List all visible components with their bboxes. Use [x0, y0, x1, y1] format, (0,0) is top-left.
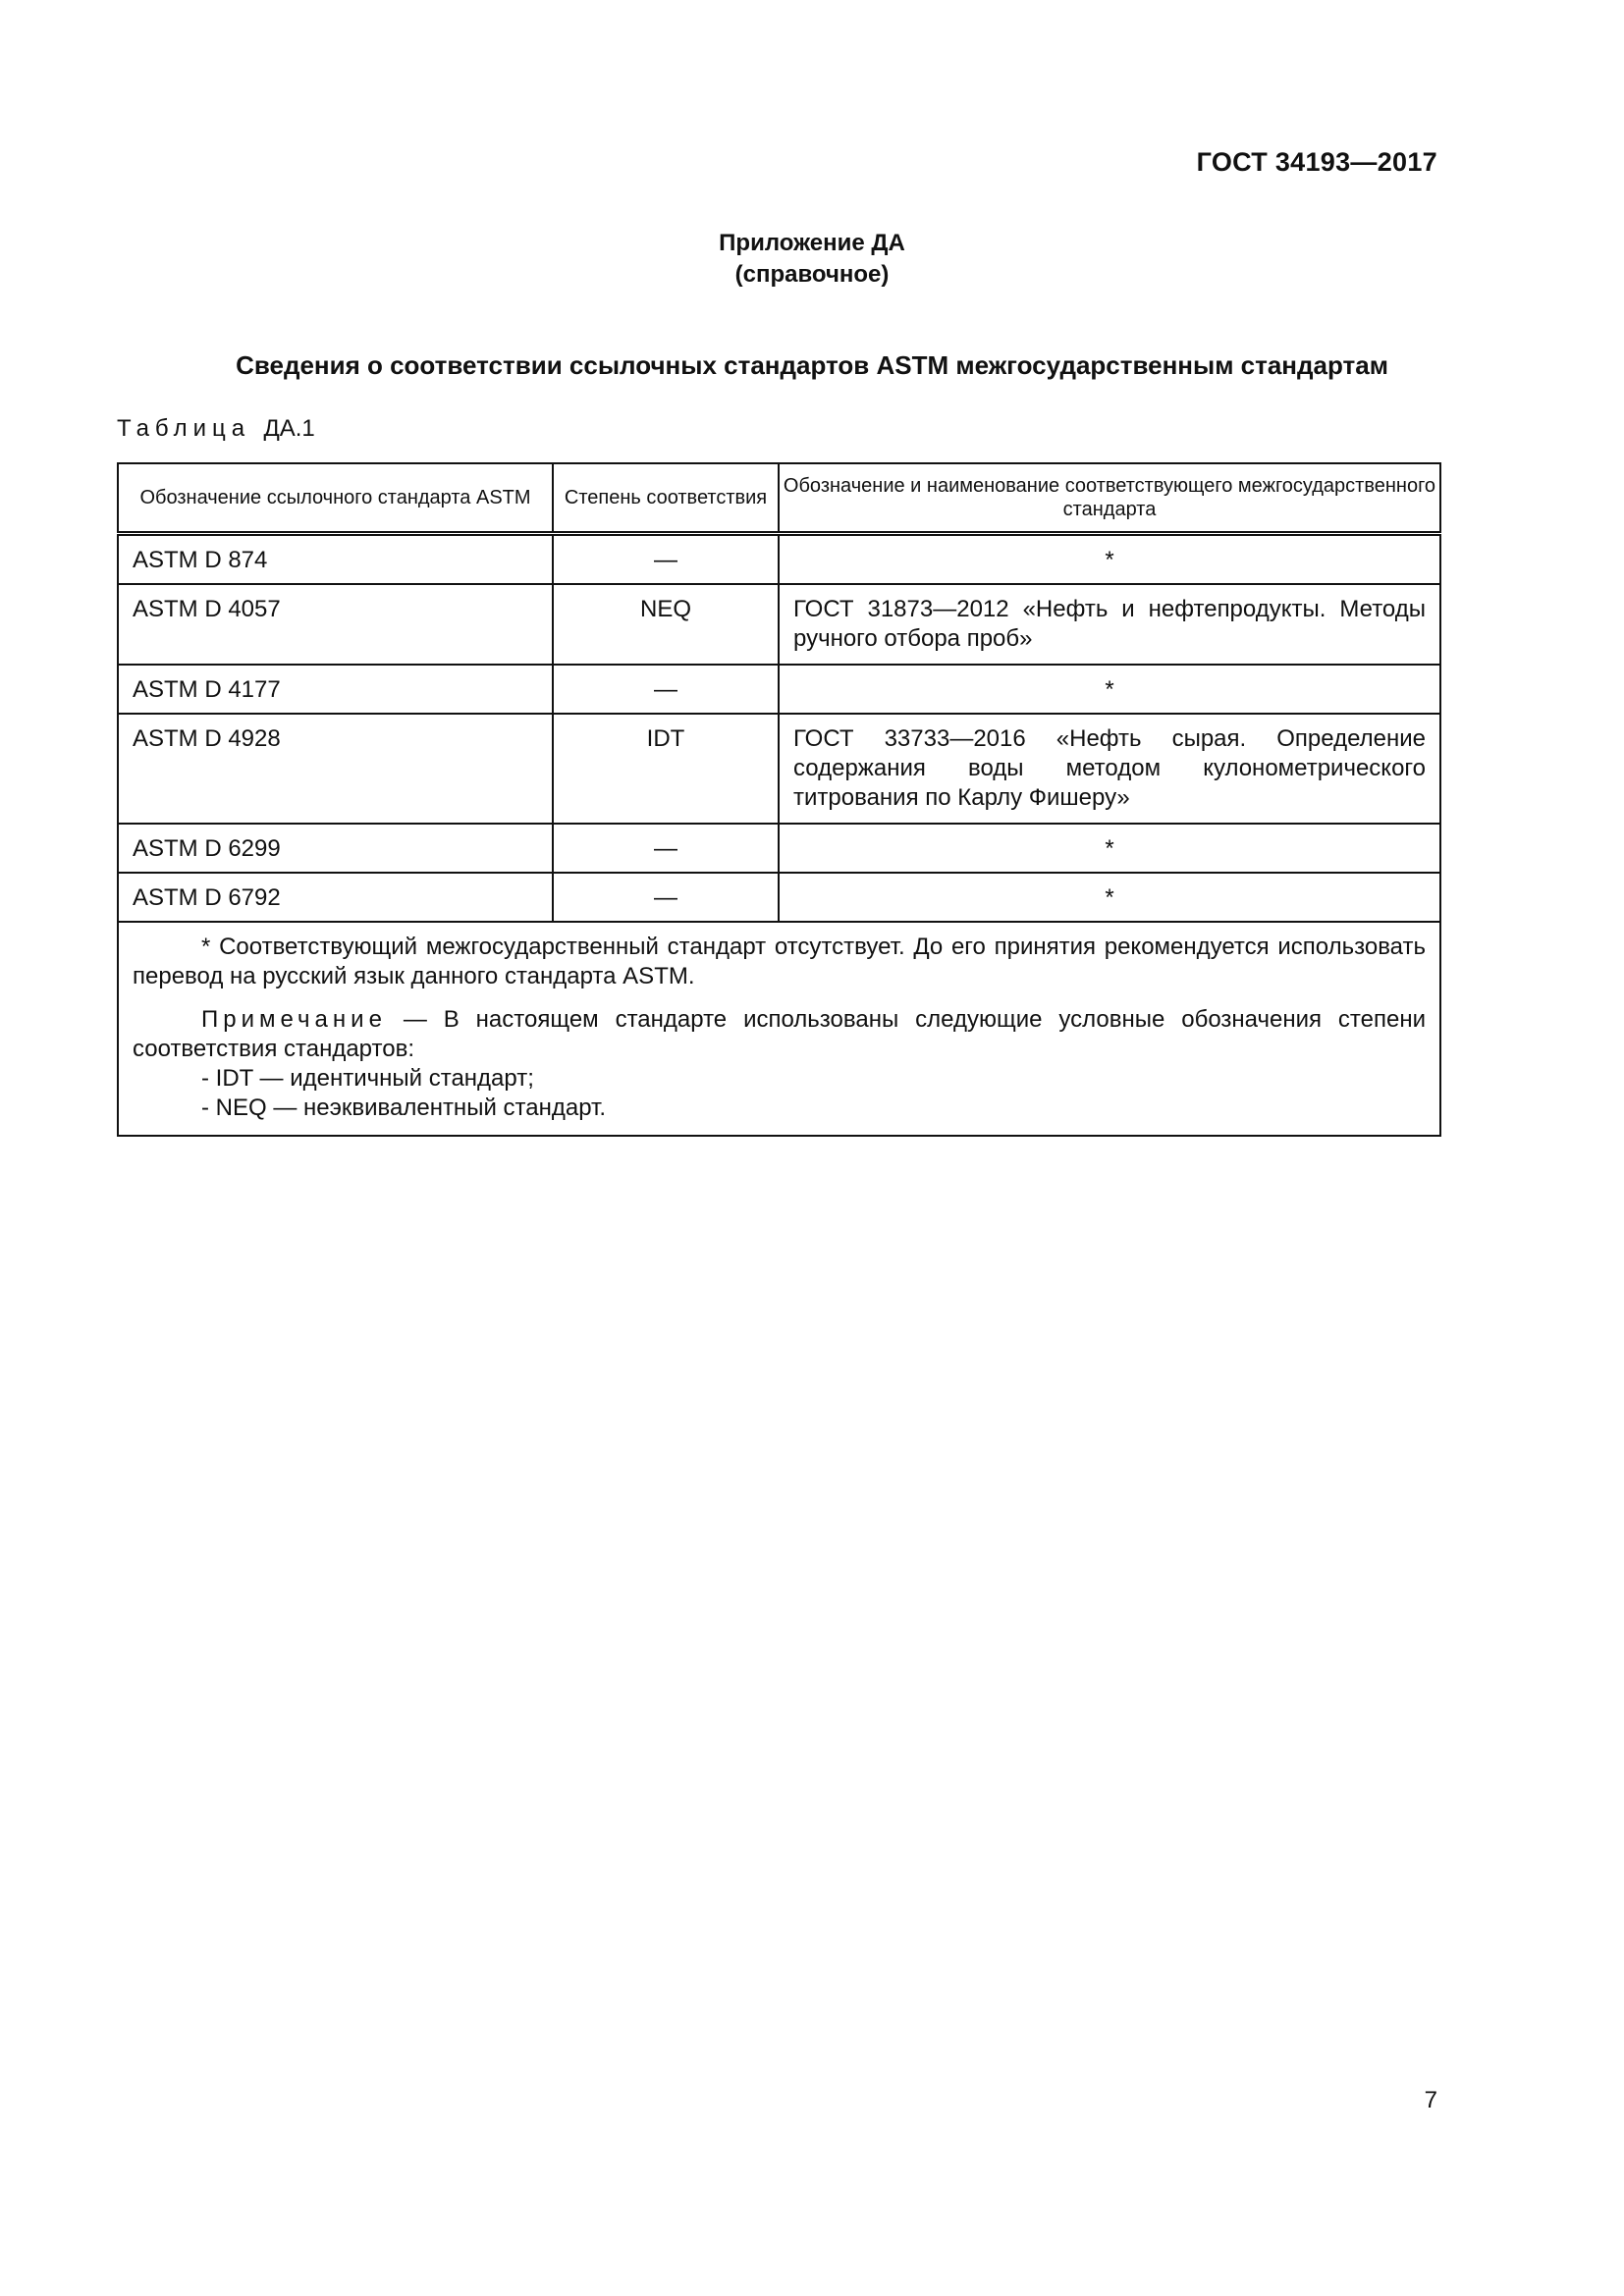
cell-interstate: *: [779, 873, 1440, 922]
cell-standard: ASTM D 4928: [118, 714, 553, 824]
annex-subtitle: (справочное): [734, 261, 890, 288]
correspondence-table: [117, 462, 1441, 1137]
cell-interstate: *: [779, 824, 1440, 873]
cell-degree: —: [553, 665, 779, 714]
table-row: [118, 873, 1440, 922]
table-header-row: [118, 463, 1440, 534]
table-row: [118, 824, 1440, 873]
cell-standard: ASTM D 4177: [118, 665, 553, 714]
table-row: [118, 534, 1440, 585]
cell-interstate: ГОСТ 31873—2012 «Нефть и нефтепродукты. Методы ручного отбора проб»: [779, 584, 1440, 665]
correspondence-table-container: [117, 462, 1439, 1137]
table-caption-number: ДА.1: [263, 415, 315, 442]
cell-standard: ASTM D 6299: [118, 824, 553, 873]
table-caption-label: Таблица: [117, 415, 251, 442]
document-code: ГОСТ 34193—2017: [1196, 147, 1437, 177]
header-astm-standard: Обозначение ссылочного стандарта ASTM: [118, 463, 553, 534]
note-label: Примечание: [201, 1006, 387, 1033]
cell-interstate: ГОСТ 33733—2016 «Нефть сырая. Определение содержания воды методом кулонометрического титрования по Карлу Фишеру»: [779, 714, 1440, 824]
cell-degree: —: [553, 824, 779, 873]
table-note: [133, 1005, 1426, 1064]
note-item-neq: - NEQ — неэквивалентный стандарт.: [201, 1095, 607, 1121]
table-row: [118, 584, 1440, 665]
table-notes-row: [118, 922, 1440, 1136]
page-number: 7: [1424, 2087, 1437, 2113]
cell-degree: IDT: [553, 714, 779, 824]
cell-degree: NEQ: [553, 584, 779, 665]
cell-standard: ASTM D 4057: [118, 584, 553, 665]
cell-standard: ASTM D 874: [118, 534, 553, 585]
cell-standard: ASTM D 6792: [118, 873, 553, 922]
annex-heading: [0, 228, 1624, 291]
cell-interstate: *: [779, 534, 1440, 585]
note-text: — В настоящем стандарте использованы следующие условные обозначения степени соответствия стандартов:: [133, 1006, 1426, 1062]
table-row: [118, 665, 1440, 714]
section-title: Сведения о соответствии ссылочных стандартов ASTM межгосударственным стандартам: [236, 350, 1388, 380]
note-item-idt: - IDT — идентичный стандарт;: [201, 1065, 534, 1092]
header-interstate-standard: Обозначение и наименование соответствующего межгосударственного стандарта: [779, 463, 1440, 534]
cell-interstate: *: [779, 665, 1440, 714]
table-row: [118, 714, 1440, 824]
cell-degree: —: [553, 873, 779, 922]
table-footnote: * Соответствующий межгосударственный стандарт отсутствует. До его принятия рекомендуется использовать перевод на русский язык данного стандарта ASTM.: [133, 934, 1426, 989]
cell-degree: —: [553, 534, 779, 585]
table-notes: [118, 922, 1440, 1136]
header-degree: Степень соответствия: [553, 463, 779, 534]
annex-title: Приложение ДА: [719, 230, 905, 256]
table-caption: [117, 415, 315, 443]
